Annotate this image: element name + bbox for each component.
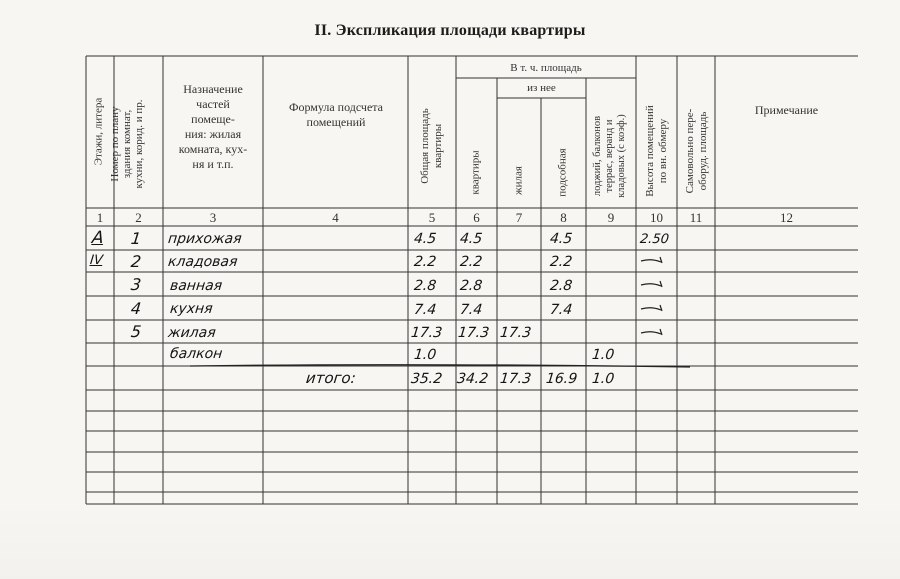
purpose-line-2: частей (196, 97, 230, 111)
cell-auxiliary: 2.2 (549, 254, 574, 270)
cell-apartment: 4.5 (459, 231, 484, 247)
col-number: 4 (332, 210, 339, 225)
col-header-purpose (165, 82, 261, 172)
cell-room-no: 2 (130, 252, 143, 271)
height-line-1: Высота помещений (644, 105, 656, 197)
formula-line-1: Формула подсчета (288, 100, 384, 114)
cell-total: 1.0 (413, 347, 438, 363)
scan-background (0, 500, 900, 579)
cell-total: 4.5 (413, 231, 438, 247)
room-no-line-1: Номер по плану (109, 106, 121, 182)
cell-total: 7.4 (413, 302, 438, 318)
cell-apartment: 17.3 (457, 325, 491, 341)
totals-label: итого: (305, 369, 357, 387)
cell-apartment: 7.4 (459, 302, 484, 318)
col-header-note: Примечание (754, 103, 819, 117)
cell-apartment: 2.2 (459, 254, 484, 270)
cell-auxiliary: 4.5 (549, 231, 574, 247)
col-header-apartment: квартиры (469, 150, 482, 195)
cell-auxiliary: 2.8 (549, 278, 574, 294)
col-header-self-remodel (684, 90, 710, 212)
col-number: 7 (515, 210, 523, 225)
col-header-living: жилая (512, 166, 525, 195)
cell-purpose: кухня (169, 301, 214, 317)
purpose-line-5: комната, кух- (178, 142, 248, 156)
cell-litera: А (90, 228, 105, 248)
room-no-line-2: здания комнат, (121, 109, 133, 179)
cell-purpose: жилая (167, 325, 217, 341)
col-header-floor: Этажи, литера (92, 97, 105, 166)
col-number: 9 (607, 210, 615, 225)
col-number: 12 (780, 210, 793, 225)
totals-auxiliary: 16.9 (545, 371, 579, 387)
cell-height: 2.50 (639, 232, 670, 247)
cell-auxiliary: 7.4 (549, 302, 574, 318)
purpose-line-1: Назначение (183, 82, 243, 96)
cell-room-no: 4 (130, 299, 143, 318)
formula-line-2: помещений (306, 115, 366, 129)
cell-total: 2.2 (413, 254, 438, 270)
total-area-line-1: Общая площадь (419, 108, 431, 184)
col-number: 5 (428, 210, 436, 225)
totals-total: 35.2 (410, 371, 444, 387)
purpose-line-6: ня и т.п. (192, 157, 234, 171)
height-line-2: по вн. обмеру (657, 118, 669, 184)
purpose-line-4: ния: жилая (184, 127, 242, 141)
cell-room-no: 5 (130, 322, 143, 341)
total-area-line-2: квартиры (432, 123, 444, 169)
cell-total: 2.8 (413, 278, 438, 294)
col-number: 10 (650, 210, 663, 225)
col-header-total-area (419, 76, 445, 216)
totals-apartment: 34.2 (456, 371, 490, 387)
col-number: 1 (96, 210, 104, 225)
cell-purpose: балкон (169, 346, 224, 362)
room-no-line-3: кухни, корид. и пр. (133, 99, 145, 189)
col-header-height (644, 90, 670, 212)
cell-room-no: 3 (130, 275, 143, 294)
cell-litera: IV (89, 253, 104, 268)
cell-living: 17.3 (499, 325, 533, 341)
col-number: 11 (689, 210, 703, 225)
col-header-incl-group: В т. ч. площадь (510, 62, 582, 74)
col-header-room-no (109, 86, 145, 202)
col-number: 2 (135, 210, 142, 225)
loggias-line-1: лоджий, балконов (592, 115, 603, 197)
cell-apartment: 2.8 (459, 278, 484, 294)
col-number: 6 (473, 210, 480, 225)
cell-purpose: кладовая (167, 254, 239, 270)
col-number: 3 (209, 210, 217, 225)
loggias-line-3: кладовых (с коэф.) (616, 114, 627, 198)
cell-purpose: прихожая (167, 231, 243, 247)
cell-purpose: ванная (169, 278, 223, 294)
totals-living: 17.3 (499, 371, 533, 387)
self-remodel-line-2: оборуд. площадь (697, 111, 709, 191)
col-header-auxiliary: подсобная (556, 148, 569, 197)
col-header-loggias (592, 93, 628, 219)
loggias-line-2: террас, веранд и (604, 119, 615, 193)
col-header-of-it: из нее (527, 82, 556, 94)
cell-total: 17.3 (410, 325, 444, 341)
col-header-formula (266, 100, 406, 130)
totals-loggia: 1.0 (591, 371, 616, 387)
self-remodel-line-1: Самовольно пере- (684, 108, 696, 194)
page-title: II. Экспликация площади квартиры (314, 22, 586, 39)
col-number: 8 (560, 210, 567, 225)
purpose-line-3: помеще- (191, 112, 235, 126)
cell-loggia: 1.0 (591, 347, 616, 363)
cell-room-no: 1 (130, 229, 143, 248)
